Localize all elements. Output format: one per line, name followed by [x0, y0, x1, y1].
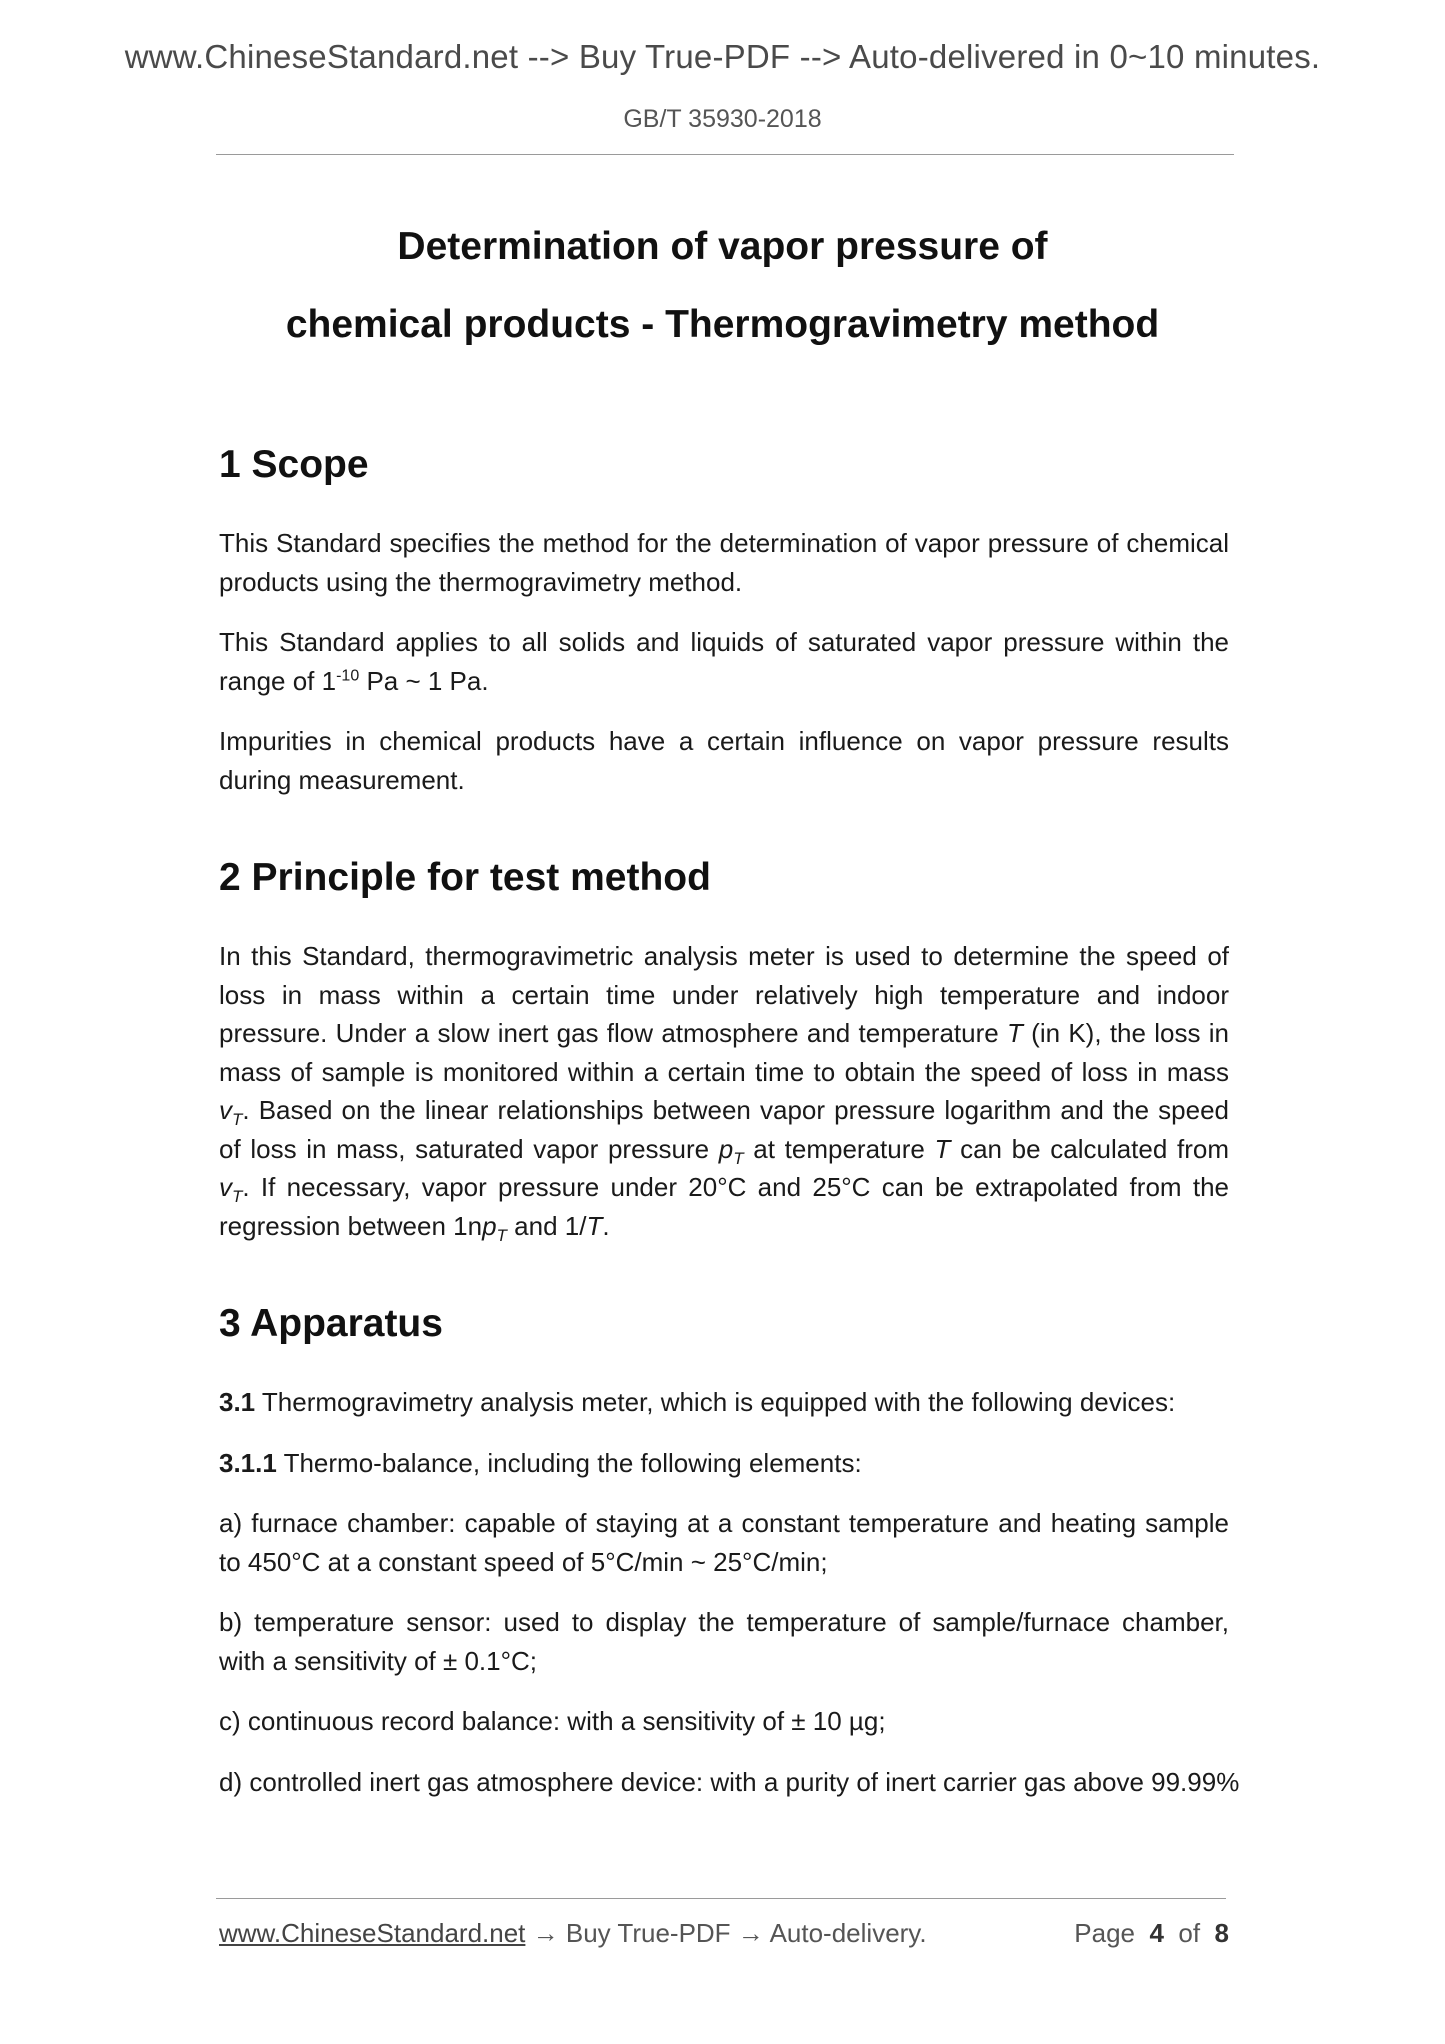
- principle-text-2: (in K), the loss in mass of sample is monitored within a certain time to obtain the speed of loss in mass: [219, 1018, 1229, 1087]
- standard-code: GB/T 35930-2018: [623, 105, 822, 133]
- section-3-heading: 3 Apparatus: [219, 1302, 443, 1345]
- document-title: [0, 208, 1445, 364]
- subscript-T: T: [232, 1110, 243, 1130]
- top-banner: www.ChineseStandard.net --> Buy True-PDF --> Auto-delivered in 0~10 minutes.: [124, 38, 1321, 75]
- section-2-heading: 2 Principle for test method: [219, 856, 711, 899]
- clause-3-1-1-text: Thermo-balance, including the following elements:: [276, 1447, 862, 1478]
- subscript-T: T: [232, 1187, 243, 1207]
- footer-site-link[interactable]: www.ChineseStandard.net: [219, 1918, 526, 1948]
- symbol-T: T: [1007, 1018, 1023, 1048]
- list-item-c: c) continuous record balance: with a sensitivity of ± 10 µg;: [219, 1706, 886, 1736]
- principle-text-4: at temperature: [743, 1133, 935, 1164]
- document-body: [219, 440, 1240, 1801]
- total-pages: 8: [1214, 1918, 1229, 1948]
- of-label: of: [1178, 1918, 1201, 1948]
- scope-paragraph-1: This Standard specifies the method for the determination of vapor pressure of chemical products using the thermogravimetry method.: [219, 528, 1229, 597]
- clause-3-1: [219, 1383, 1229, 1422]
- symbol-T: T: [934, 1133, 951, 1164]
- symbol-T: T: [586, 1210, 603, 1241]
- clause-3-1-number: 3.1: [219, 1387, 256, 1417]
- page-label: Page: [1074, 1918, 1136, 1948]
- principle-text-6: . If necessary, vapor pressure under 20°C and 25°C can be extrapolated from the regression between 1n: [219, 1172, 1229, 1241]
- principle-text-8: .: [602, 1210, 610, 1241]
- page-indicator: [1074, 1918, 1229, 1949]
- list-item-a: a) furnace chamber: capable of staying at a constant temperature and heating sample to 450°C at a constant speed of 5°C/min ~ 25°C/min;: [219, 1508, 1229, 1577]
- clause-3-1-1: [219, 1444, 1229, 1483]
- principle-paragraph: [219, 937, 1229, 1245]
- scope-p2-exponent: -10: [336, 666, 360, 684]
- clause-3-1-text: Thermogravimetry analysis meter, which is equipped with the following devices:: [255, 1387, 1176, 1417]
- list-item-b: b) temperature sensor: used to display the temperature of sample/furnace chamber, with a sensitivity of ± 0.1°C;: [219, 1607, 1229, 1676]
- page-footer: [219, 1918, 1229, 1949]
- footer-divider: [216, 1898, 1226, 1899]
- principle-text-3: . Based on the linear relationships between vapor pressure logarithm and the speed of loss in mass, saturated vapor pressure: [219, 1095, 1229, 1164]
- principle-text-7: and 1/: [506, 1210, 587, 1241]
- footer-text: → Buy True-PDF → Auto-delivery.: [525, 1918, 927, 1948]
- clause-3-1-1-number: 3.1.1: [219, 1447, 277, 1478]
- symbol-p: p: [482, 1210, 497, 1241]
- subscript-T: T: [496, 1225, 507, 1245]
- list-item-d: d) controlled inert gas atmosphere device: with a purity of inert carrier gas above 99.99%: [219, 1766, 1240, 1797]
- principle-text-5: can be calculated from: [950, 1133, 1229, 1164]
- subscript-T: T: [733, 1148, 744, 1168]
- symbol-v: v: [219, 1172, 232, 1202]
- scope-paragraph-3: Impurities in chemical products have a certain influence on vapor pressure results during measurement.: [219, 726, 1229, 795]
- symbol-v: v: [219, 1095, 232, 1125]
- scope-paragraph-2: [219, 623, 1229, 700]
- title-line-1: Determination of vapor pressure of: [397, 225, 1048, 268]
- section-1-heading: 1 Scope: [219, 443, 369, 486]
- header-divider: [216, 154, 1234, 155]
- principle-text-1: In this Standard, thermogravimetric analysis meter is used to determine the speed of loss in mass within a certain time under relatively high temperature and indoor pressure. Under a slow inert gas flow atmosphere and temperature: [219, 941, 1229, 1048]
- symbol-p: p: [718, 1133, 734, 1164]
- scope-p2-text: This Standard applies to all solids and liquids of saturated vapor pressure within the range of 1: [219, 627, 1229, 696]
- title-line-2: chemical products - Thermogravimetry method: [285, 303, 1160, 346]
- page-number: 4: [1149, 1918, 1164, 1948]
- scope-p2-tail: Pa ~ 1 Pa.: [359, 665, 489, 696]
